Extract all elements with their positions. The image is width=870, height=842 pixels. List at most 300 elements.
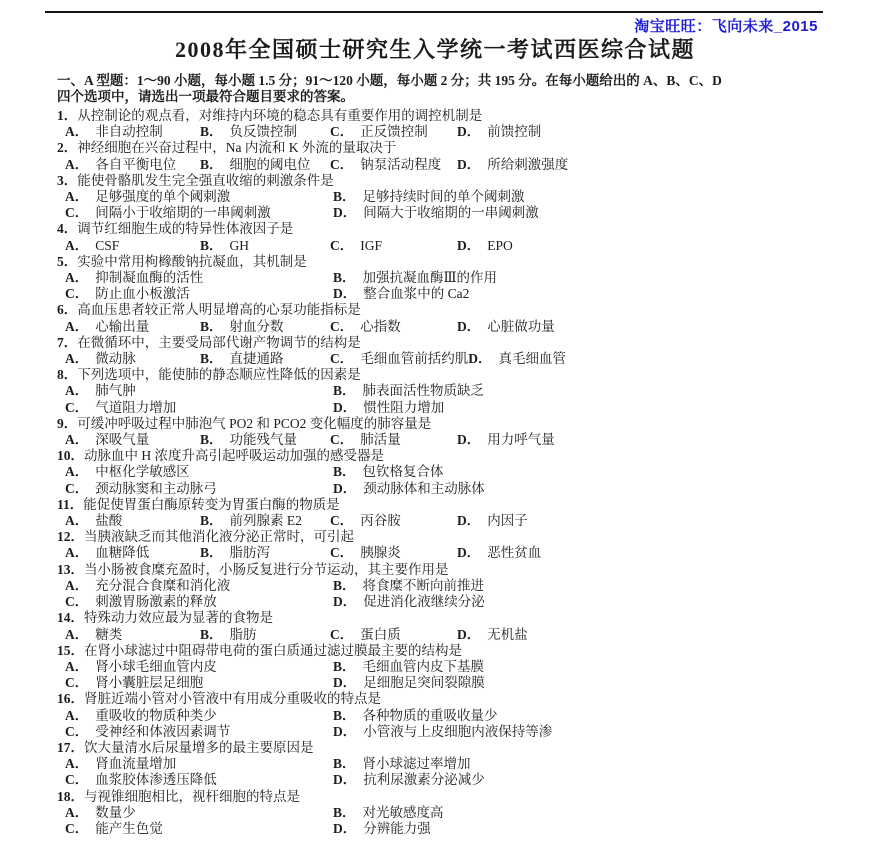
- option-D: [468, 351, 566, 367]
- question-1: [0, 108, 870, 140]
- option-text: 防止血小板激活: [95, 286, 190, 302]
- options-row: [57, 675, 836, 691]
- option-D: [457, 124, 541, 140]
- option-B: [200, 627, 330, 643]
- option-C: [65, 772, 333, 788]
- option-label: B．: [333, 707, 356, 723]
- option-label: A．: [65, 124, 89, 140]
- question-text: 调节红细胞生成的特异性体液因子是: [77, 221, 294, 237]
- option-label: A．: [65, 513, 89, 529]
- question-stem: [57, 221, 836, 237]
- option-C: [330, 513, 457, 529]
- option-label: B．: [333, 383, 356, 399]
- option-D: [333, 594, 485, 610]
- question-6: [0, 302, 870, 334]
- option-text: 丙谷胺: [360, 513, 401, 529]
- instructions-line-1: 一、A 型题：1～90 小题，每小题 1.5 分；91～120 小题，每小题 2 分；共 195 分。在每小题给出的 A、B、C、D: [57, 73, 722, 88]
- option-label: D．: [457, 545, 481, 561]
- option-label: C．: [330, 124, 354, 140]
- option-C: [65, 400, 333, 416]
- options-row: [57, 659, 836, 675]
- option-label: B．: [333, 756, 356, 772]
- question-text: 饮大量清水后尿量增多的最主要原因是: [84, 739, 314, 755]
- question-5: [0, 254, 870, 303]
- option-text: 气道阻力增加: [95, 399, 177, 415]
- question-16: [0, 691, 870, 740]
- option-text: 细胞的阈电位: [229, 156, 311, 172]
- question-stem: [57, 140, 836, 156]
- option-D: [457, 157, 568, 173]
- option-label: A．: [65, 804, 89, 820]
- option-B: [333, 270, 497, 286]
- option-text: 各种物质的重吸收量少: [362, 707, 498, 723]
- option-text: 钠泵活动程度: [360, 156, 442, 172]
- option-text: 肾小囊脏层足细胞: [95, 675, 204, 691]
- options-row: [57, 756, 836, 772]
- question-stem: [57, 254, 836, 270]
- option-label: C．: [330, 318, 354, 334]
- option-label: C．: [330, 237, 354, 253]
- option-label: B．: [200, 124, 223, 140]
- option-text: 内因子: [487, 513, 528, 529]
- options-row: [57, 351, 836, 367]
- question-stem: [57, 335, 836, 351]
- option-D: [457, 319, 555, 335]
- option-A: [65, 756, 333, 772]
- option-label: D．: [333, 480, 357, 496]
- question-text: 神经细胞在兴奋过程中，Na 内流和 K 外流的量取决于: [77, 140, 397, 156]
- question-text: 与视锥细胞相比，视杆细胞的特点是: [84, 788, 300, 804]
- question-text: 下列选项中，能使肺的静态顺应性降低的因素是: [77, 367, 361, 383]
- option-text: 肺气肿: [95, 383, 136, 399]
- option-text: 足够强度的单个阈刺激: [95, 189, 231, 205]
- option-label: C．: [65, 723, 89, 739]
- option-text: 刺激胃肠激素的释放: [95, 594, 217, 610]
- question-number: 1．: [57, 108, 78, 123]
- option-A: [65, 513, 200, 529]
- question-stem: [57, 740, 836, 756]
- option-text: 深吸气量: [95, 432, 150, 448]
- options-row: [57, 513, 836, 529]
- question-number: 15．: [57, 642, 84, 658]
- options-row: [57, 205, 836, 221]
- option-label: D．: [468, 351, 492, 367]
- option-B: [333, 578, 484, 594]
- option-text: 毛细血管前括约肌: [360, 351, 469, 367]
- question-text: 当小肠被食糜充盈时，小肠反复进行分节运动，其主要作用是: [84, 561, 449, 577]
- option-label: A．: [65, 351, 89, 367]
- option-label: D．: [333, 675, 357, 691]
- options-row: [57, 286, 836, 302]
- question-number: 14．: [57, 610, 84, 626]
- option-text: 糖类: [95, 626, 123, 642]
- option-label: B．: [200, 318, 223, 334]
- question-number: 13．: [57, 561, 84, 577]
- option-text: 惯性阻力增加: [363, 399, 445, 415]
- options-row: [57, 578, 836, 594]
- option-A: [65, 319, 200, 335]
- question-stem: [57, 562, 836, 578]
- option-C: [65, 205, 333, 221]
- option-label: A．: [65, 318, 89, 334]
- option-text: 肺表面活性物质缺乏: [362, 383, 485, 399]
- option-label: D．: [333, 594, 357, 610]
- question-7: [0, 335, 870, 367]
- option-B: [200, 157, 330, 173]
- options-row: [57, 400, 836, 416]
- option-B: [333, 659, 484, 675]
- question-text: 特殊动力效应最为显著的食物是: [84, 610, 273, 626]
- option-C: [330, 351, 468, 367]
- option-text: CSF: [95, 237, 120, 253]
- option-label: D．: [457, 237, 481, 253]
- option-label: C．: [65, 772, 89, 788]
- option-label: A．: [65, 545, 89, 561]
- option-text: 微动脉: [95, 351, 136, 367]
- option-label: C．: [330, 432, 354, 448]
- option-B: [333, 189, 525, 205]
- question-15: [0, 643, 870, 692]
- option-label: D．: [457, 318, 481, 334]
- options-row: [57, 432, 836, 448]
- option-label: A．: [65, 432, 89, 448]
- options-row: [57, 464, 836, 480]
- option-text: 心指数: [360, 318, 401, 334]
- question-number: 3．: [57, 172, 78, 188]
- instructions-line-2: 四个选项中，请选出一项最符合题目要求的答案。: [57, 89, 354, 104]
- options-row: [57, 772, 836, 788]
- option-text: 整合血浆中的 Ca2: [363, 286, 470, 302]
- exam-instructions: [0, 73, 870, 105]
- option-label: C．: [330, 513, 354, 529]
- question-text: 动脉血中 H 浓度升高引起呼吸运动加强的感受器是: [84, 448, 384, 464]
- options-row: [57, 383, 836, 399]
- options-row: [57, 821, 836, 837]
- option-label: B．: [200, 237, 223, 253]
- option-C: [330, 157, 457, 173]
- question-12: [0, 529, 870, 561]
- option-A: [65, 627, 200, 643]
- question-stem: [57, 108, 836, 124]
- question-number: 17．: [57, 739, 84, 755]
- option-text: 颈动脉体和主动脉体: [363, 480, 485, 496]
- option-text: 真毛细血管: [498, 351, 566, 367]
- option-C: [65, 594, 333, 610]
- question-stem: [57, 448, 836, 464]
- question-list: [0, 108, 870, 837]
- option-label: C．: [65, 594, 89, 610]
- option-label: C．: [330, 626, 354, 642]
- option-text: 肾小球毛细血管内皮: [95, 658, 217, 674]
- option-label: C．: [65, 205, 89, 221]
- question-text: 肾脏近端小管对小管液中有用成分重吸收的特点是: [84, 691, 381, 707]
- options-row: [57, 124, 836, 140]
- option-A: [65, 578, 333, 594]
- question-text: 从控制论的观点看，对维持内环境的稳态具有重要作用的调控机制是: [77, 108, 483, 123]
- option-text: 对光敏感度高: [362, 804, 444, 820]
- option-text: 足细胞足突间裂隙膜: [363, 675, 485, 691]
- option-D: [333, 400, 444, 416]
- question-3: [0, 173, 870, 222]
- question-9: [0, 416, 870, 448]
- option-text: 血浆胶体渗透压降低: [95, 772, 217, 788]
- option-label: A．: [65, 756, 89, 772]
- options-row: [57, 545, 836, 561]
- option-B: [200, 351, 330, 367]
- option-text: 分辨能力强: [363, 820, 431, 836]
- option-label: C．: [330, 351, 354, 367]
- option-text: 功能残气量: [229, 432, 298, 448]
- option-label: D．: [333, 205, 357, 221]
- question-stem: [57, 367, 836, 383]
- option-text: 各自平衡电位: [95, 156, 177, 172]
- option-text: 数量少: [95, 804, 136, 820]
- option-D: [333, 821, 431, 837]
- option-A: [65, 432, 200, 448]
- options-row: [57, 481, 836, 497]
- option-label: D．: [457, 513, 481, 529]
- option-label: B．: [333, 464, 356, 480]
- page-title: 2008年全国硕士研究生入学统一考试西医综合试题: [174, 37, 695, 62]
- option-text: 胰腺炎: [360, 545, 401, 561]
- question-number: 4．: [57, 221, 78, 237]
- option-text: 所给刺激强度: [487, 156, 569, 172]
- option-text: 前列腺素 E2: [229, 513, 302, 529]
- option-text: 颈动脉窦和主动脉弓: [95, 480, 217, 496]
- options-row: [57, 627, 836, 643]
- question-stem: [57, 497, 836, 513]
- option-B: [200, 545, 330, 561]
- question-number: 2．: [57, 140, 78, 156]
- question-number: 16．: [57, 691, 84, 707]
- option-A: [65, 659, 333, 675]
- option-text: IGF: [360, 237, 383, 253]
- question-text: 能促使胃蛋白酶原转变为胃蛋白酶的物质是: [83, 496, 340, 512]
- option-text: 毛细血管内皮下基膜: [362, 658, 485, 674]
- seller-note: 淘宝旺旺：飞向未来_2015: [634, 18, 818, 35]
- option-text: 能产生色觉: [95, 820, 163, 836]
- option-text: 脂肪泻: [229, 545, 271, 561]
- question-13: [0, 562, 870, 611]
- option-text: 将食糜不断向前推进: [362, 577, 485, 593]
- option-text: 血糖降低: [95, 545, 150, 561]
- question-number: 18．: [57, 788, 84, 804]
- option-D: [457, 627, 528, 643]
- option-B: [333, 805, 444, 821]
- option-label: A．: [65, 156, 89, 172]
- question-4: [0, 221, 870, 253]
- option-text: EPO: [487, 237, 513, 253]
- option-label: C．: [65, 675, 89, 691]
- option-text: 恶性贫血: [487, 545, 542, 561]
- option-A: [65, 545, 200, 561]
- option-label: D．: [333, 820, 357, 836]
- option-C: [330, 545, 457, 561]
- question-number: 7．: [57, 334, 78, 350]
- option-D: [333, 724, 552, 740]
- option-C: [330, 124, 457, 140]
- option-label: D．: [457, 124, 481, 140]
- option-text: 抑制凝血酶的活性: [95, 270, 204, 286]
- option-C: [330, 319, 457, 335]
- option-label: B．: [333, 804, 356, 820]
- option-text: 直捷通路: [229, 351, 284, 367]
- option-label: C．: [65, 399, 89, 415]
- option-text: 负反馈控制: [229, 124, 298, 140]
- option-D: [333, 205, 539, 221]
- option-text: 肺活量: [360, 432, 401, 448]
- option-B: [200, 319, 330, 335]
- option-label: D．: [333, 399, 357, 415]
- question-number: 5．: [57, 253, 78, 269]
- question-stem: [57, 643, 836, 659]
- question-stem: [57, 173, 836, 189]
- option-label: C．: [330, 545, 354, 561]
- top-divider: [45, 11, 823, 13]
- option-text: 正反馈控制: [360, 124, 428, 140]
- options-row: [57, 238, 836, 254]
- option-text: 用力呼气量: [487, 432, 555, 448]
- option-text: 心输出量: [95, 318, 150, 334]
- question-stem: [57, 610, 836, 626]
- question-text: 能使骨骼肌发生完全强直收缩的刺激条件是: [77, 172, 334, 188]
- option-label: C．: [65, 286, 89, 302]
- option-B: [333, 708, 498, 724]
- option-text: 心脏做功量: [487, 318, 555, 334]
- option-A: [65, 464, 333, 480]
- option-D: [333, 286, 469, 302]
- question-number: 11．: [57, 496, 84, 512]
- option-label: B．: [200, 351, 223, 367]
- question-14: [0, 610, 870, 642]
- option-B: [200, 238, 330, 254]
- option-B: [200, 124, 330, 140]
- question-stem: [57, 529, 836, 545]
- option-D: [333, 675, 485, 691]
- question-stem: [57, 789, 836, 805]
- question-text: 在肾小球滤过中阻碍带电荷的蛋白质通过滤过膜最主要的结构是: [84, 642, 462, 658]
- option-text: 包钦格复合体: [362, 464, 444, 480]
- question-stem: [57, 302, 836, 318]
- option-A: [65, 805, 333, 821]
- option-label: A．: [65, 270, 89, 286]
- option-B: [333, 464, 444, 480]
- option-label: A．: [65, 383, 89, 399]
- question-text: 可缓冲呼吸过程中肺泡气 PO2 和 PCO2 变化幅度的肺容量是: [77, 415, 432, 431]
- option-label: B．: [200, 626, 223, 642]
- option-text: 射血分数: [229, 318, 284, 334]
- option-label: D．: [333, 286, 357, 302]
- option-text: 脂肪: [229, 626, 257, 642]
- option-A: [65, 238, 200, 254]
- option-text: 盐酸: [95, 513, 123, 529]
- option-label: A．: [65, 464, 89, 480]
- option-label: A．: [65, 237, 89, 253]
- option-label: B．: [333, 270, 356, 286]
- option-D: [457, 238, 513, 254]
- option-A: [65, 351, 200, 367]
- option-A: [65, 383, 333, 399]
- option-D: [457, 513, 528, 529]
- option-D: [333, 772, 485, 788]
- options-row: [57, 805, 836, 821]
- option-C: [65, 286, 333, 302]
- option-D: [457, 545, 541, 561]
- option-C: [330, 238, 457, 254]
- option-text: 中枢化学敏感区: [95, 464, 190, 480]
- question-8: [0, 367, 870, 416]
- option-label: C．: [65, 480, 89, 496]
- option-C: [330, 432, 457, 448]
- question-17: [0, 740, 870, 789]
- option-text: 充分混合食糜和消化液: [95, 577, 231, 593]
- question-number: 12．: [57, 529, 84, 545]
- option-B: [333, 383, 484, 399]
- question-stem: [57, 691, 836, 707]
- option-text: 抗利尿激素分泌减少: [363, 772, 485, 788]
- option-C: [65, 675, 333, 691]
- options-row: [57, 724, 836, 740]
- option-label: B．: [200, 545, 223, 561]
- option-A: [65, 708, 333, 724]
- option-text: 肾血流量增加: [95, 756, 177, 772]
- question-number: 6．: [57, 302, 78, 318]
- options-row: [57, 708, 836, 724]
- option-C: [330, 627, 457, 643]
- option-label: D．: [457, 626, 481, 642]
- option-text: GH: [229, 237, 250, 253]
- options-row: [57, 594, 836, 610]
- option-label: A．: [65, 577, 89, 593]
- option-text: 无机盐: [487, 626, 528, 642]
- option-text: 肾小球滤过率增加: [362, 756, 471, 772]
- question-text: 当胰液缺乏而其他消化液分泌正常时，可引起: [84, 529, 354, 545]
- question-text: 在微循环中，主要受局部代谢产物调节的结构是: [77, 334, 361, 350]
- question-number: 8．: [57, 367, 78, 383]
- options-row: [57, 157, 836, 173]
- options-row: [57, 270, 836, 286]
- question-10: [0, 448, 870, 497]
- option-text: 非自动控制: [95, 124, 163, 140]
- option-B: [333, 756, 471, 772]
- option-C: [65, 821, 333, 837]
- option-label: B．: [333, 577, 356, 593]
- question-number: 10．: [57, 448, 84, 464]
- option-label: B．: [200, 156, 223, 172]
- option-B: [200, 513, 330, 529]
- question-number: 9．: [57, 415, 78, 431]
- option-text: 蛋白质: [360, 626, 401, 642]
- option-label: D．: [457, 156, 481, 172]
- option-label: B．: [333, 189, 356, 205]
- option-text: 加强抗凝血酶Ⅲ的作用: [362, 270, 498, 286]
- option-A: [65, 270, 333, 286]
- option-label: A．: [65, 658, 89, 674]
- option-A: [65, 189, 333, 205]
- option-A: [65, 124, 200, 140]
- question-11: [0, 497, 870, 529]
- option-text: 重吸收的物质种类少: [95, 707, 217, 723]
- question-text: 实验中常用枸橼酸钠抗凝血，其机制是: [77, 253, 307, 269]
- option-label: D．: [457, 432, 481, 448]
- option-D: [333, 481, 485, 497]
- option-label: D．: [333, 723, 357, 739]
- option-text: 促进消化液继续分泌: [363, 594, 485, 610]
- option-text: 小管液与上皮细胞内液保持等渗: [363, 723, 553, 739]
- question-stem: [57, 416, 836, 432]
- option-label: A．: [65, 626, 89, 642]
- option-label: B．: [333, 658, 356, 674]
